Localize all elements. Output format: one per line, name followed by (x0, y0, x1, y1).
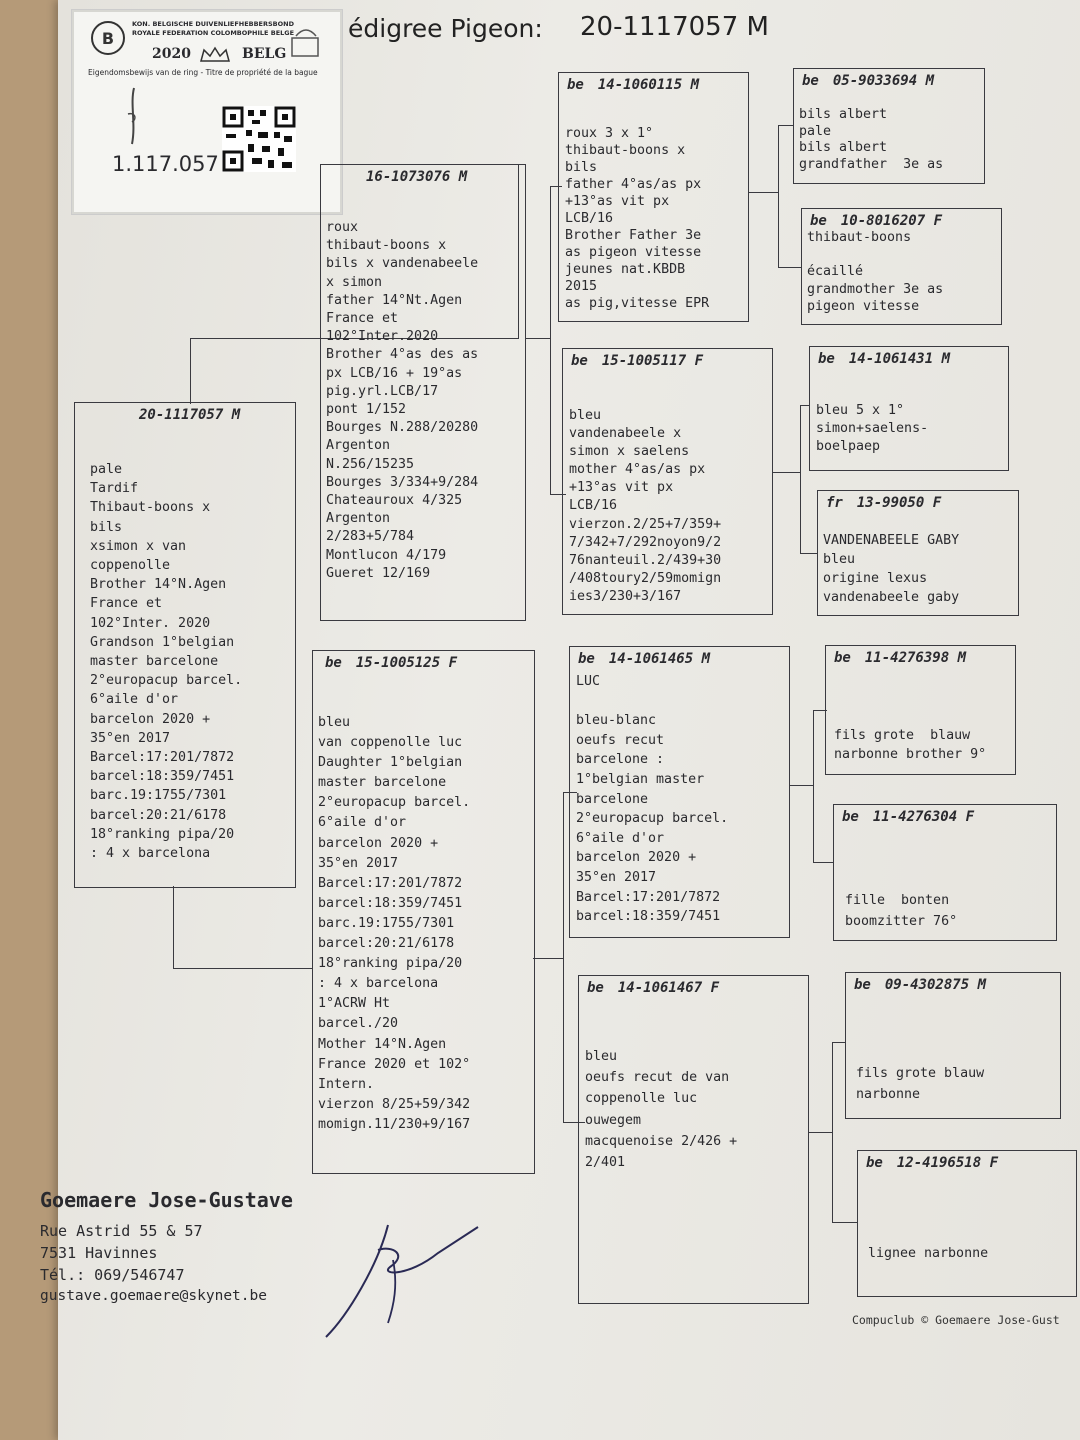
ancestor-7-prefix: be (854, 977, 871, 993)
ancestor-3-box (809, 346, 1009, 471)
ancestor-4-details: VANDENABEELE GABY bleu origine lexus vandenabeele gaby (823, 533, 960, 605)
ancestor-1-prefix: be (802, 73, 819, 89)
qr-code-icon (222, 106, 296, 172)
ancestor-3-ring: 14-1061431 M (848, 351, 951, 367)
connector (778, 125, 794, 126)
ancestor-3-details: bleu 5 x 1° simon+saelens- boelpaep (816, 403, 929, 455)
connector (800, 405, 801, 553)
ancestor-1-ring: 05-9033694 M (832, 73, 935, 89)
ancestor-8-details: lignee narbonne (868, 1246, 989, 1261)
ancestor-7-box (845, 972, 1061, 1119)
dam-ring: 15-1005125 F (355, 655, 458, 671)
ring-year: 2020 (152, 46, 191, 62)
connector (813, 862, 833, 863)
granddam-paternal-ring: 15-1005117 F (601, 353, 704, 369)
ring-ownership-card (72, 10, 342, 214)
breeder-phone: Tél.: 069/546747 (40, 1266, 185, 1284)
grandsire-maternal-prefix: be (578, 651, 595, 667)
ancestor-4-box (817, 490, 1019, 616)
breeder-name: Goemaere Jose-Gustave (40, 1188, 293, 1212)
pedigree-ring-number: 20-1117057 M (580, 12, 769, 42)
ring-country: BELG (242, 46, 287, 62)
ancestor-1-box (793, 68, 985, 184)
ancestor-2-box (801, 208, 1002, 325)
grandsire-paternal-ring: 14-1060115 M (597, 77, 700, 93)
page-title: édigree Pigeon: (348, 14, 543, 43)
handwritten-mark-icon (114, 84, 154, 148)
connector (772, 472, 800, 473)
pigeon-ring: 20-1117057 M (139, 407, 241, 423)
dam-prefix: be (325, 655, 342, 671)
signature-icon (318, 1205, 498, 1345)
sire-ring: 16-1073076 M (366, 169, 468, 185)
ancestor-2-ring: 10-8016207 F (840, 213, 943, 229)
granddam-maternal-box (578, 975, 809, 1304)
ancestor-2-prefix: be (810, 213, 827, 229)
connector (563, 792, 564, 1122)
connector (808, 1132, 832, 1133)
ancestor-8-box (857, 1150, 1077, 1297)
ancestor-6-details: fille bonten boomzitter 76° (845, 893, 958, 929)
connector (789, 785, 813, 786)
pigeon-details: pale Tardif Thibaut-boons x bils xsimon x van coppenolle Brother 14°N.Agen France et 102°Inter. 2020 Grandson 1°belgian master barcelone 2°europacup barcel. 6°aile d'or barcelon 2020 + 35°en 2017 Barcel:17:201/7872 barcel:18:359/7451 barc.19:1755/7301 barcel:20:21/6178 18°ranking pipa/20 : 4 x barcelona (90, 462, 243, 862)
ring-card-number: 1.117.057 (112, 152, 219, 176)
ancestor-6-ring: 11-4276304 F (872, 809, 975, 825)
ancestor-5-box (825, 645, 1016, 775)
breeder-street: Rue Astrid 55 & 57 (40, 1222, 203, 1240)
connector (813, 710, 814, 862)
connector (533, 958, 563, 959)
grandsire-maternal-box (569, 646, 790, 938)
dam-details: bleu van coppenolle luc Daughter 1°belgian master barcelone 2°europacup barcel. 6°aile d'or barcelon 2020 + 35°en 2017 Barcel:17:201/7872 barcel:18:359/7451 barc.19:1755/7301 barcel:20:21/6178 18°ranking pipa/20 : 4 x barcelona 1°ACRW Ht barcel./20 Mother 14°N.Agen France 2020 et 102° Intern. vierzon 8/25+59/342 momign.11/230+9/167 (318, 715, 471, 1132)
ownership-caption: Eigendomsbewijs van de ring - Titre de propriété de la bague (88, 68, 318, 77)
granddam-paternal-box (562, 348, 773, 615)
sire-details: roux thibaut-boons x bils x vandenabeele x simon father 14°Nt.Agen France et 102°Inter.2020 Brother 4°as des as px LCB/16 + 19°as pig.yrl.LCB/17 pont 1/152 Bourges N.288/20280 Argenton N.256/15235 Bourges 3/334+9/284 Chateauroux 4/325 Argenton 2/283+5/784 Montlucon 4/179 Gueret 12/169 (326, 220, 479, 581)
ancestor-7-ring: 09-4302875 M (884, 977, 987, 993)
ancestor-5-prefix: be (834, 650, 851, 666)
ancestor-1-details: bils albert pale bils albert grandfather 3e as (799, 107, 944, 172)
breeder-email: gustave.goemaere@skynet.be (40, 1288, 267, 1304)
crown-icon (198, 46, 232, 64)
granddam-maternal-ring: 14-1061467 F (617, 980, 720, 996)
ancestor-6-prefix: be (842, 809, 859, 825)
connector (800, 553, 818, 554)
breeder-city: 7531 Havinnes (40, 1244, 158, 1262)
granddam-paternal-details: bleu vandenabeele x simon x saelens mother 4°as/as px +13°as vit px LCB/16 vierzon.2/25+7/359+ 7/342+7/292noyon9/2 76nanteuil.2/439+30 /408toury2/59momign ies3/230+3/167 (569, 408, 722, 604)
connector (832, 1042, 846, 1043)
pigeon-subject-box (74, 402, 296, 888)
connector (832, 1222, 858, 1223)
grandsire-paternal-box (558, 72, 749, 322)
ancestor-5-details: fils grote blauw narbonne brother 9° (834, 728, 987, 762)
connector (173, 968, 313, 969)
connector (748, 192, 778, 193)
ancestor-4-ring: 13-99050 F (856, 495, 942, 511)
ancestor-4-prefix: fr (826, 495, 843, 511)
connector (832, 1042, 833, 1222)
connector (550, 186, 551, 494)
svg-text:B: B (101, 29, 115, 48)
federation-name-fr: ROYALE FEDERATION COLOMBOPHILE BELGE (132, 29, 295, 37)
connector (525, 338, 550, 339)
ancestor-7-details: fils grote blauw narbonne (856, 1066, 985, 1102)
dam-box (312, 650, 535, 1174)
granddam-paternal-prefix: be (571, 353, 588, 369)
ancestor-8-prefix: be (866, 1155, 883, 1171)
granddam-maternal-details: bleu oeufs recut de van coppenolle luc ouwegem macquenoise 2/426 + 2/401 (585, 1049, 738, 1171)
software-credit: Compuclub © Goemaere Jose-Gust (852, 1313, 1060, 1327)
ancestor-5-ring: 11-4276398 M (864, 650, 967, 666)
connector (190, 338, 191, 404)
federation-logo-icon (90, 18, 126, 58)
connector (778, 267, 802, 268)
connector (173, 886, 174, 968)
grandsire-maternal-ring: 14-1061465 M (608, 651, 711, 667)
grandsire-paternal-details: roux 3 x 1° thibaut-boons x bils father 4°as/as px +13°as vit px LCB/16 Brother Father 3e as pigeon vitesse jeunes nat.KBDB 2015 as pig,vitesse EPR (565, 126, 710, 311)
granddam-maternal-prefix: be (587, 980, 604, 996)
ancestor-8-ring: 12-4196518 F (896, 1155, 999, 1171)
connector (778, 125, 779, 267)
ancestor-6-box (833, 804, 1057, 941)
ancestor-3-prefix: be (818, 351, 835, 367)
ancestor-2-details: thibaut-boons écaillé grandmother 3e as pigeon vitesse (807, 230, 944, 314)
grandsire-paternal-prefix: be (567, 77, 584, 93)
grandsire-maternal-details: LUC bleu-blanc oeufs recut barcelone : 1°belgian master barcelone 2°europacup barcel. 6°aile d'or barcelon 2020 + 35°en 2017 Barcel:17:201/7872 barcel:18:359/7451 (576, 674, 729, 925)
sire-box (320, 164, 526, 621)
ministry-stamp-icon (286, 24, 326, 64)
federation-name-nl: KON. BELGISCHE DUIVENLIEFHEBBERSBOND (132, 20, 295, 28)
